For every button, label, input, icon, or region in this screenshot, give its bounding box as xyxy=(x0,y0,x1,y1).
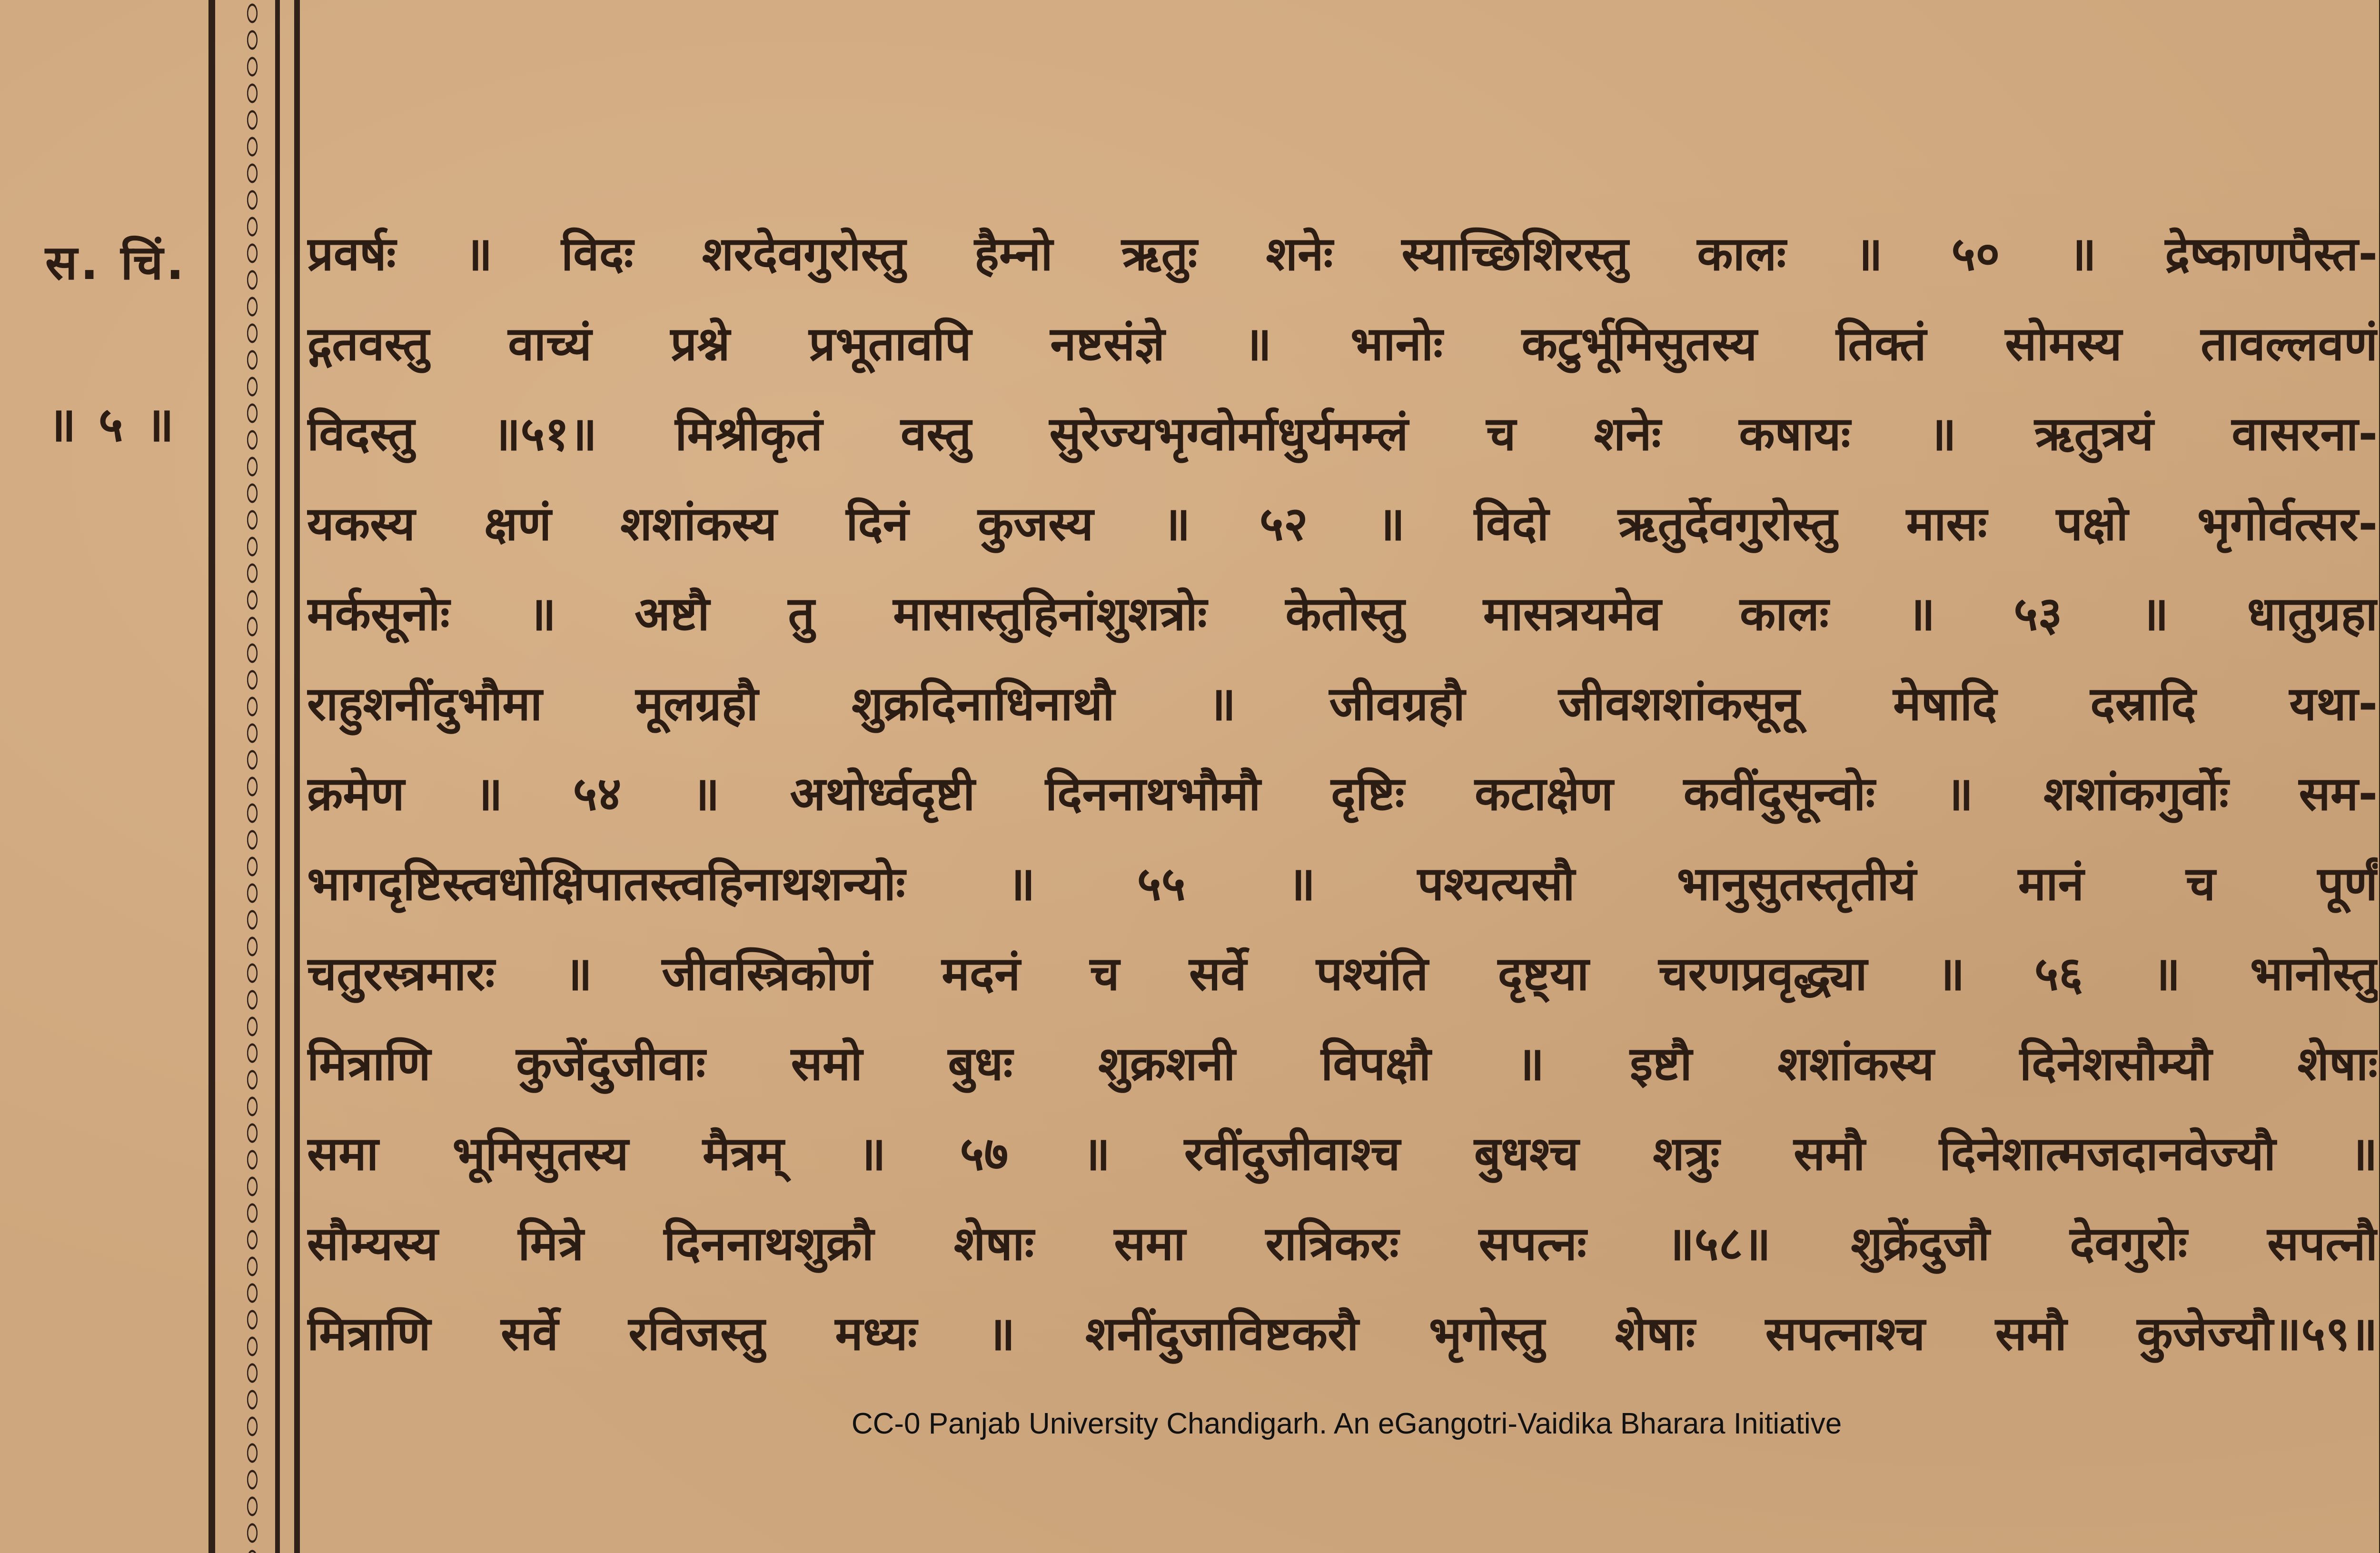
left-margin-title: स. चिं. xyxy=(45,235,187,290)
left-border-chain-ornament xyxy=(243,0,262,1553)
text-line: मित्राणि सर्वे रविजस्तु मध्यः ॥ शनींदुजाविष्टकरौ भृगोस्तु शेषाः सपत्नाश्च समौ कुजेज्यौ॥५९॥ xyxy=(307,1307,2378,1361)
text-line: विदस्तु ॥५१॥ मिश्रीकृतं वस्तु सुरेज्यभृग्वोर्माधुर्यमम्लं च शनेः कषायः ॥ ऋतुत्रयं वासरना- xyxy=(307,407,2378,461)
text-line: यकस्य क्षणं शशांकस्य दिनं कुजस्य ॥ ५२ ॥ विदो ऋतुर्देवगुरोस्तु मासः पक्षो भृगोर्वत्सर- xyxy=(307,497,2378,551)
text-line: द्गतवस्तु वाच्यं प्रश्ने प्रभूतावपि नष्टसंज्ञे ॥ भानोः कटुर्भूमिसुतस्य तिक्तं सोमस्य तावल्लवणं xyxy=(307,317,2378,371)
left-margin-page-mark: ॥ ५ ॥ xyxy=(48,397,177,452)
left-border-rule-outer xyxy=(208,0,215,1553)
left-border-rule-inner xyxy=(294,0,300,1553)
text-line: मर्कसूनोः ॥ अष्टौ तु मासास्तुहिनांशुशत्रोः केतोस्तु मासत्रयमेव कालः ॥ ५३ ॥ धातुग्रहा xyxy=(307,587,2378,641)
text-line: प्रवर्षः ॥ विदः शरदेवगुरोस्तु हैम्नो ऋतुः शनेः स्याच्छिशिरस्तु कालः ॥ ५० ॥ द्रेष्काणपैस्त- xyxy=(307,227,2378,281)
verse-text-block xyxy=(307,209,2378,1379)
left-border-rule-mid xyxy=(275,0,280,1553)
text-line: चतुरस्त्रमारः ॥ जीवस्त्रिकोणं मदनं च सर्वे पश्यंति दृष्ट्या चरणप्रवृद्ध्या ॥ ५६ ॥ भानोस्तु xyxy=(307,947,2378,1001)
text-line: राहुशनींदुभौमा मूलग्रहौ शुक्रदिनाधिनाथौ ॥ जीवग्रहौ जीवशशांकसूनू मेषादि दस्रादि यथा- xyxy=(307,677,2378,731)
text-line: समा भूमिसुतस्य मैत्रम् ॥ ५७ ॥ रवींदुजीवाश्च बुधश्च शत्रुः समौ दिनेशात्मजदानवेज्यौ ॥ xyxy=(307,1127,2378,1181)
text-line: सौम्यस्य मित्रे दिननाथशुक्रौ शेषाः समा रात्रिकरः सपत्नः ॥५८॥ शुक्रेंदुजौ देवगुरोः सपत्नौ xyxy=(307,1217,2378,1271)
credit-watermark: CC-0 Panjab University Chandigarh. An eGangotri-Vaidika Bharara Initiative xyxy=(851,1407,1842,1440)
text-line: क्रमेण ॥ ५४ ॥ अथोर्ध्वदृष्टी दिननाथभौमौ दृष्टिः कटाक्षेण कवींदुसून्वोः ॥ शशांकगुर्वोः सम- xyxy=(307,767,2378,821)
text-line: भागदृष्टिस्त्वधोक्षिपातस्त्वहिनाथशन्योः ॥ ५५ ॥ पश्यत्यसौ भानुसुतस्तृतीयं मानं च पूर्णं xyxy=(307,857,2378,911)
text-line: मित्राणि कुजेंदुजीवाः समो बुधः शुक्रशनी विपक्षौ ॥ इष्टौ शशांकस्य दिनेशसौम्यौ शेषाः xyxy=(307,1037,2378,1091)
